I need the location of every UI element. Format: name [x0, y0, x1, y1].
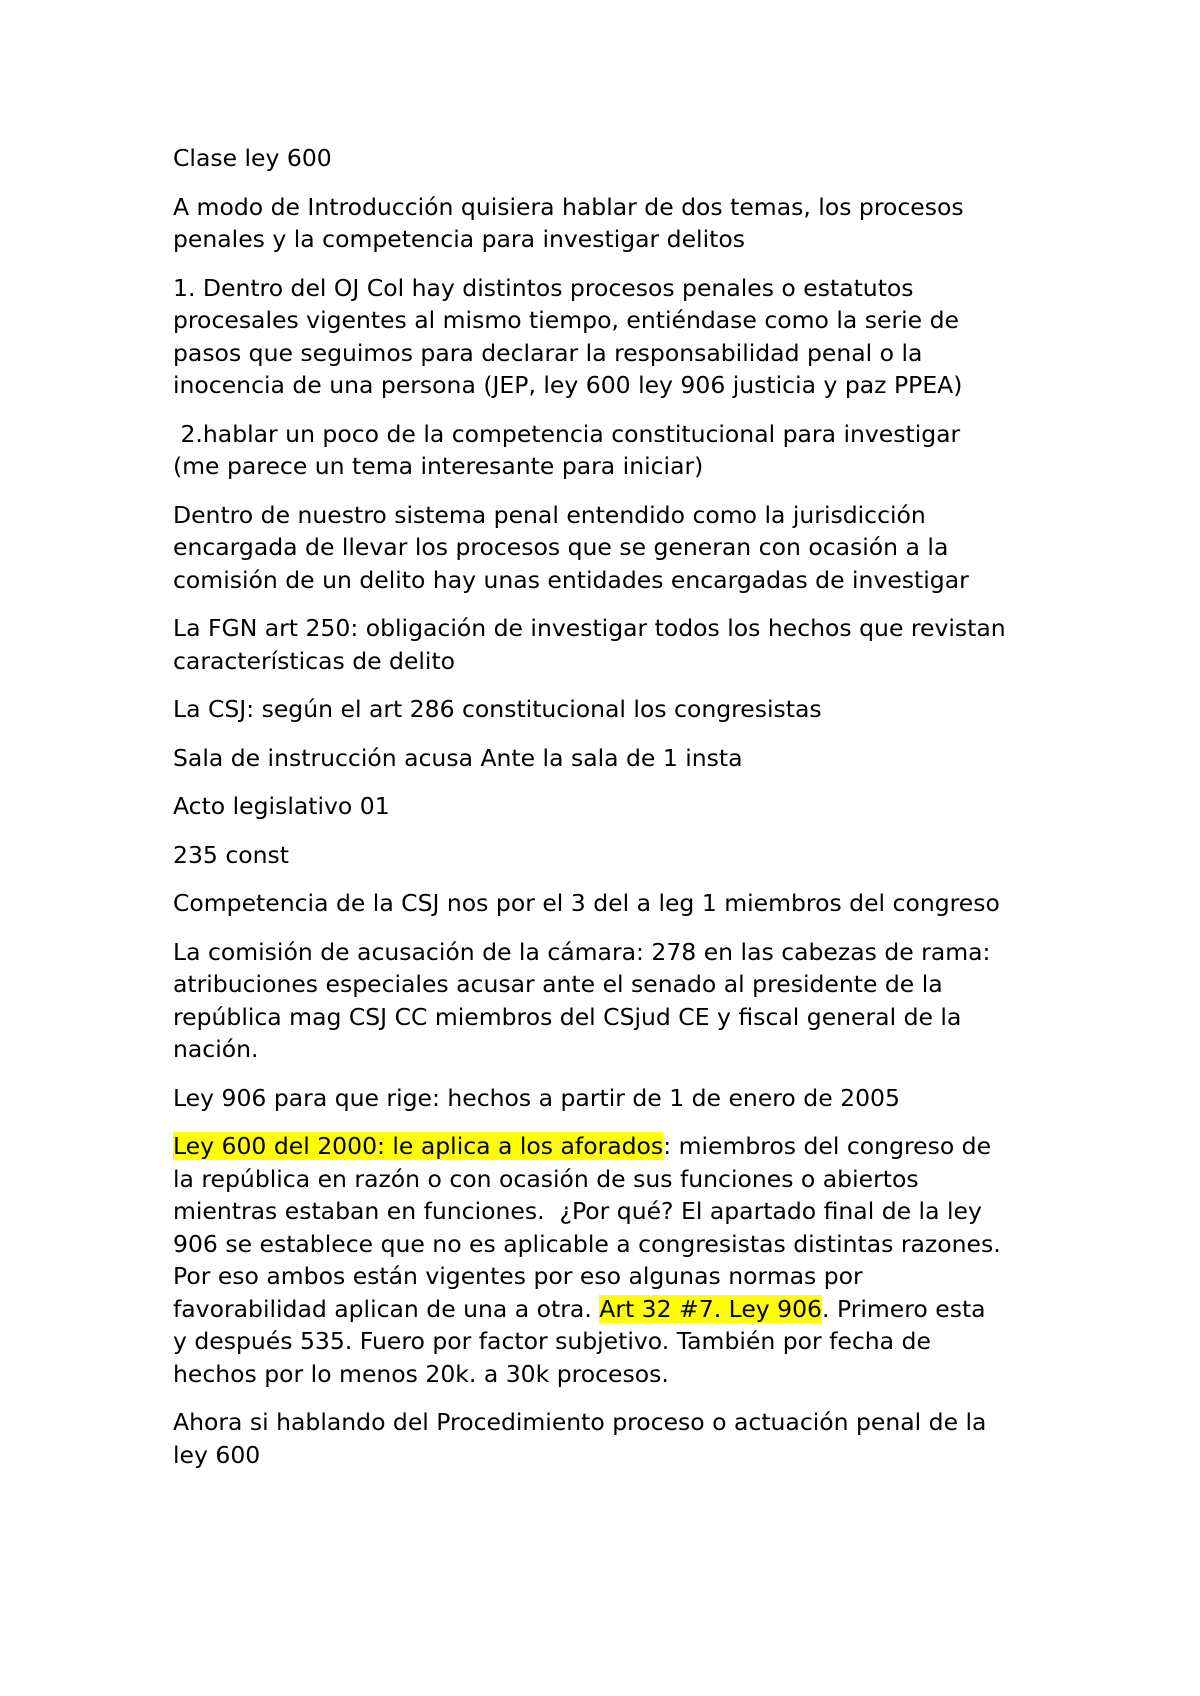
- paragraph: [173, 191, 1050, 256]
- paragraph-line: Competencia de la CSJ nos por el 3 del a leg 1 miembros del congreso: [173, 889, 1000, 917]
- paragraph-line: La FGN art 250: obligación de investigar todos los hechos que revistan: [173, 614, 1006, 642]
- paragraph: [173, 1082, 1050, 1115]
- paragraph-line: (me parece un tema interesante para iniciar): [173, 452, 704, 480]
- paragraph-line: Sala de instrucción acusa Ante la sala de 1 insta: [173, 743, 743, 772]
- document-title: Clase ley 600: [173, 144, 332, 172]
- paragraph-line: 1. Dentro del OJ Col hay distintos procesos penales o estatutos: [173, 273, 914, 302]
- paragraph: [173, 887, 1050, 920]
- highlighted-text-ley-600: Ley 600 del 2000: le aplica a los aforados: [173, 1132, 664, 1160]
- paragraph: [173, 936, 1050, 1066]
- paragraph-line: penales y la competencia para investigar delitos: [173, 225, 745, 253]
- paragraph-line: nación.: [173, 1035, 259, 1063]
- aforados-line-5: Por eso ambos están vigentes por eso algunas normas por: [173, 1262, 863, 1290]
- paragraph-line: inocencia de una persona (JEP, ley 600 ley 906 justicia y paz PPEA): [173, 371, 963, 399]
- paragraph: [173, 418, 1050, 483]
- aforados-line-1-rest: : miembros del congreso de: [663, 1132, 992, 1160]
- closing-line: Ahora si hablando del Procedimiento proceso o actuación penal de la: [173, 1408, 987, 1436]
- aforados-line-8: hechos por lo menos 20k. a 30k procesos.: [173, 1359, 669, 1388]
- paragraph: [173, 499, 1050, 597]
- paragraph-line: 235 const: [173, 840, 289, 869]
- aforados-line-6: [173, 1293, 1050, 1326]
- aforados-line-3: mientras estaban en funciones. ¿Por qué? El apartado final de la ley: [173, 1197, 982, 1225]
- paragraph-line: características de delito: [173, 646, 456, 675]
- aforados-line-6-end: . Primero esta: [822, 1294, 986, 1323]
- paragraph-line: A modo de Introducción quisiera hablar de dos temas, los procesos: [173, 192, 964, 221]
- paragraph-line: La comisión de acusación de la cámara: 278 en las cabezas de rama:: [173, 937, 991, 966]
- aforados-line-1: [173, 1130, 1050, 1163]
- paragraph-line: Acto legislativo 01: [173, 792, 390, 820]
- paragraph-line: procesales vigentes al mismo tiempo, entiéndase como la serie de: [173, 306, 959, 334]
- closing-line: ley 600: [173, 1440, 261, 1469]
- paragraph-line: encargada de llevar los procesos que se generan con ocasión a la: [173, 533, 949, 561]
- paragraph: [173, 742, 1050, 775]
- aforados-line-6-start: favorabilidad aplican de una a otra.: [173, 1294, 600, 1323]
- document-body: [173, 191, 1050, 1115]
- paragraph-line: comisión de un delito hay unas entidades encargadas de investigar: [173, 565, 969, 594]
- paragraph-line: 2.hablar un poco de la competencia constitucional para investigar: [173, 419, 961, 448]
- paragraph-line: pasos que seguimos para declarar la responsabilidad penal o la: [173, 338, 923, 367]
- paragraph-line: Ley 906 para que rige: hechos a partir de 1 de enero de 2005: [173, 1083, 900, 1112]
- paragraph-line: república mag CSJ CC miembros del CSjud CE y fiscal general de la: [173, 1002, 962, 1031]
- paragraph: [173, 612, 1050, 677]
- highlighted-text-art-32: Art 32 #7. Ley 906: [599, 1294, 823, 1323]
- closing-paragraph: [173, 1406, 1050, 1471]
- paragraph-line: La CSJ: según el art 286 constitucional los congresistas: [173, 695, 822, 723]
- aforados-paragraph: [173, 1130, 1050, 1390]
- aforados-line-2: la república en razón o con ocasión de sus funciones o abiertos: [173, 1164, 919, 1193]
- paragraph-line: Dentro de nuestro sistema penal entendido como la jurisdicción: [173, 500, 926, 529]
- paragraph: [173, 839, 1050, 872]
- aforados-line-4: 906 se establece que no es aplicable a congresistas distintas razones.: [173, 1229, 1001, 1258]
- aforados-line-7: y después 535. Fuero por factor subjetivo. También por fecha de: [173, 1327, 931, 1355]
- paragraph: [173, 272, 1050, 402]
- paragraph-line: atribuciones especiales acusar ante el senado al presidente de la: [173, 970, 943, 998]
- paragraph: [173, 790, 1050, 823]
- paragraph: [173, 693, 1050, 726]
